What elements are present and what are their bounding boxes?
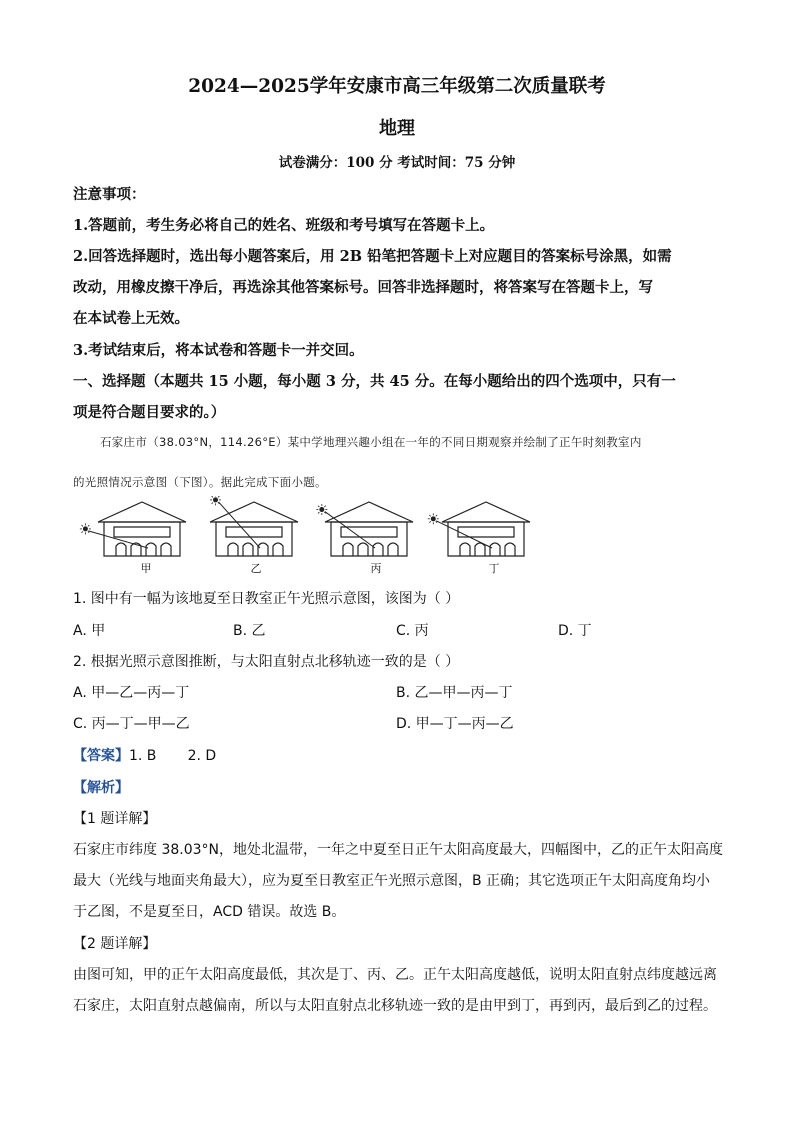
roof-yi [210, 502, 298, 522]
desk-ding-3 [490, 543, 500, 556]
q1-option-c: C. 丙 [396, 623, 429, 639]
subject-title: 地理 [379, 118, 415, 139]
q1-option-d: D. 丁 [558, 623, 592, 639]
sun-ray-spike-jia-8 [88, 525, 89, 526]
notes-item-3: 3.考试结束后，将本试卷和答题卡一并交回。 [73, 342, 364, 359]
window-yi [226, 527, 282, 537]
q2-option-b: B. 乙—甲—丙—丁 [396, 685, 513, 701]
desk-jia-3 [146, 543, 156, 556]
window-bing [341, 527, 397, 537]
sun-ray-spike-jia-4 [82, 531, 83, 532]
desk-bing-4 [388, 543, 398, 556]
section-heading-line-2: 项是符合题目要求的。） [73, 404, 226, 421]
desk-bing-3 [373, 543, 383, 556]
detail-1-label: 【1 题详解】 [73, 811, 157, 827]
desk-yi-4 [273, 543, 283, 556]
q2-option-d: D. 甲—丁—丙—乙 [396, 716, 514, 732]
stem-line-2: 的光照情况示意图（下图）。据此完成下面小题。 [73, 475, 327, 489]
desk-bing-1 [343, 543, 353, 556]
q2-option-a: A. 甲—乙—丙—丁 [73, 685, 190, 701]
desk-bing-2 [358, 543, 368, 556]
notes-heading: 注意事项： [73, 186, 146, 203]
desk-yi-3 [258, 543, 268, 556]
answer-row [73, 745, 216, 765]
roof-ding [442, 502, 530, 522]
notes-item-2-line-3: 在本试卷上无效。 [73, 310, 189, 327]
sun-ray-spike-jia-6 [82, 525, 83, 526]
desk-ding-2 [475, 543, 485, 556]
sun-icon-yi [213, 497, 218, 502]
answer-label: 【答案】 [73, 748, 129, 764]
notes-item-1: 1.答题前，考生务必将自己的姓名、班级和考号填写在答题卡上。 [73, 217, 495, 234]
sun-ray-spike-yi-4 [212, 502, 213, 503]
desk-yi-1 [228, 543, 238, 556]
question-1: 1. 图中有一幅为该地夏至日教室正午光照示意图，该图为（ ） [73, 591, 460, 607]
sun-icon-jia [83, 526, 88, 531]
detail-2-line-2: 石家庄，太阳直射点越偏南，所以与太阳直射点北移轨迹一致的是由甲到丁，再到丙，最后到乙的过程。 [73, 998, 717, 1014]
section-heading-line-1: 一、选择题（本题共 15 小题，每小题 3 分，共 45 分。在每小题给出的四个选项中，只有一 [73, 373, 676, 390]
roof-jia [98, 502, 186, 522]
q2-option-c: C. 丙—丁—甲—乙 [73, 716, 190, 732]
sun-ray-spike-yi-8 [218, 496, 219, 497]
figure-label-ding: 丁 [488, 562, 500, 575]
sun-ray-spike-bing-8 [324, 506, 325, 507]
exam-info: 试卷满分：100 分 考试时间：75 分钟 [278, 155, 516, 171]
desk-ding-1 [460, 543, 470, 556]
detail-1-line-3: 于乙图，不是夏至日，ACD 错误。故选 B。 [73, 904, 346, 920]
stem-line-1: 石家庄市（38.03°N，114.26°E）某中学地理兴趣小组在一年的不同日期观察并绘制了正午时刻教室内 [100, 435, 642, 449]
detail-2-line-1: 由图可知，甲的正午太阳高度最低，其次是丁、丙、乙。正午太阳高度越低，说明太阳直射点纬度越远离 [73, 967, 717, 983]
figure-label-bing: 丙 [370, 562, 382, 575]
desk-yi-2 [243, 543, 253, 556]
sun-ray-spike-yi-6 [212, 496, 213, 497]
notes-item-2-line-2: 改动，用橡皮擦干净后，再选涂其他答案标号。回答非选择题时，将答案写在答题卡上，写 [73, 279, 653, 296]
answer-value: 1. B 2. D [129, 748, 217, 764]
sun-ray-spike-ding-8 [436, 515, 437, 516]
window-jia [114, 527, 170, 537]
sun-ray-spike-ding-6 [429, 515, 430, 516]
sun-ray-bing [325, 512, 375, 548]
sun-icon-ding [431, 516, 436, 521]
figure-label-yi: 乙 [250, 562, 262, 575]
sun-icon-bing [319, 507, 324, 512]
q1-option-a: A. 甲 [73, 623, 106, 639]
detail-2-label: 【2 题详解】 [73, 936, 157, 952]
notes-item-2-line-1: 2.回答选择题时，选出每小题答案后，用 2B 铅笔把答题卡上对应题目的答案标号涂黑，如需 [73, 248, 672, 265]
q1-option-b: B. 乙 [233, 623, 266, 639]
sun-ray-jia [88, 531, 148, 548]
classroom-lighting-figure [76, 496, 556, 580]
analysis-label: 【解析】 [73, 780, 129, 796]
sun-ray-spike-ding-4 [429, 521, 430, 522]
roof-bing [325, 502, 413, 522]
detail-1-line-2: 最大（光线与地面夹角最大），应为夏至日教室正午光照示意图，B 正确；其它选项正午太阳高度角均小 [73, 873, 711, 889]
question-2: 2. 根据光照示意图推断，与太阳直射点北移轨迹一致的是（ ） [73, 654, 460, 670]
figure-label-jia: 甲 [140, 562, 152, 575]
desk-jia-1 [116, 543, 126, 556]
detail-1-line-1: 石家庄市纬度 38.03°N，地处北温带，一年之中夏至日正午太阳高度最大，四幅图中，乙的正午太阳高度 [73, 842, 723, 858]
desk-jia-4 [161, 543, 171, 556]
desk-ding-4 [505, 543, 515, 556]
sun-ray-ding [436, 521, 492, 548]
sun-ray-spike-bing-6 [318, 506, 319, 507]
sun-ray-spike-bing-4 [318, 512, 319, 513]
exam-title: 2024—2025学年安康市高三年级第二次质量联考 [188, 76, 606, 97]
